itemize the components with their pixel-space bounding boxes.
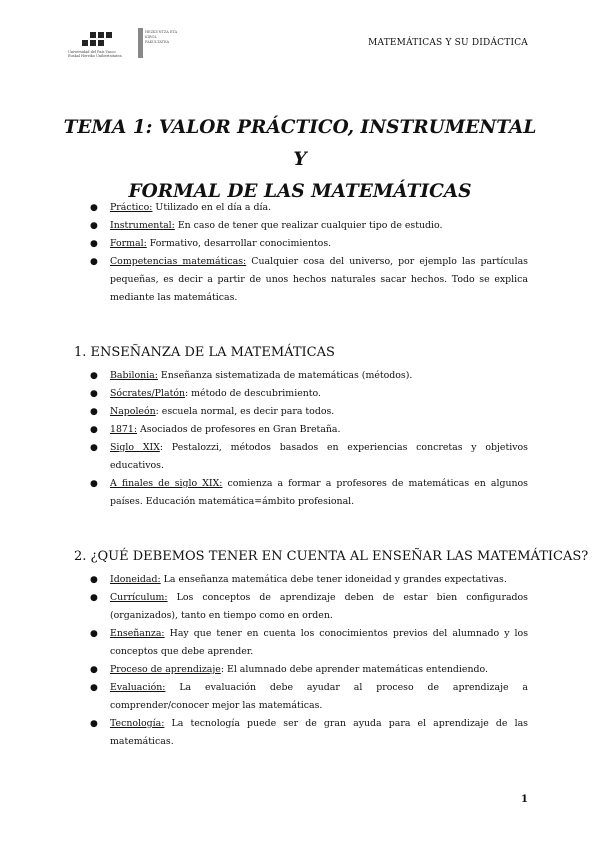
bullet-icon: ●	[90, 575, 98, 585]
item-term: Formal:	[110, 238, 147, 249]
list-item	[90, 475, 528, 511]
list-item	[90, 403, 528, 421]
list-item	[90, 625, 528, 661]
item-term: Tecnología:	[110, 718, 165, 729]
item-term: Sócrates/Platón	[110, 388, 186, 399]
item-term: Evaluación:	[110, 682, 166, 693]
section-heading-2: 2. ¿QUÉ DEBEMOS TENER EN CUENTA AL ENSEÑAR LAS MATEMÁTICAS?	[74, 549, 589, 564]
bullet-icon: ●	[90, 221, 98, 231]
faculty-logo	[138, 28, 182, 62]
bullet-icon: ●	[90, 425, 98, 435]
list-item	[90, 367, 528, 385]
item-term: 1871:	[110, 424, 138, 435]
item-text: : escuela normal, es decir para todos.	[155, 406, 335, 417]
list-item	[90, 679, 528, 715]
item-text: En caso de tener que realizar cualquier tipo de estudio.	[174, 220, 443, 231]
list-item	[90, 385, 528, 403]
item-text: La evaluación debe ayudar al proceso de aprendizaje a comprender/conocer mejor las matemáticas.	[110, 682, 528, 711]
running-header: MATEMÁTICAS Y SU DIDÁCTICA	[368, 38, 528, 48]
item-text: Formativo, desarrollar conocimientos.	[146, 238, 332, 249]
university-logo	[68, 30, 128, 62]
bullet-icon: ●	[90, 257, 98, 267]
section-heading-1: 1. ENSEÑANZA DE LA MATEMÁTICAS	[74, 345, 335, 360]
page-number: 1	[521, 794, 528, 805]
item-text: : método de descubrimiento.	[185, 388, 322, 399]
bullet-icon: ●	[90, 593, 98, 603]
title-line-1: TEMA 1: VALOR PRÁCTICO, INSTRUMENTAL Y	[63, 117, 537, 170]
item-term: Proceso de aprendizaje	[110, 664, 221, 675]
bullet-icon: ●	[90, 665, 98, 675]
item-text: Asociados de profesores en Gran Bretaña.	[137, 424, 341, 435]
item-text: La tecnología puede ser de gran ayuda para el aprendizaje de las matemáticas.	[110, 718, 528, 747]
item-term: Babilonia:	[110, 370, 158, 381]
list-item	[90, 439, 528, 475]
page-title	[60, 112, 540, 208]
item-text: Utilizado en el día a día.	[152, 202, 272, 213]
section1-list	[90, 367, 528, 511]
intro-list	[90, 199, 528, 307]
list-item	[90, 661, 528, 679]
item-term: Práctico:	[110, 202, 153, 213]
item-text: Cualquier cosa del universo, por ejemplo las partículas pequeñas, es decir a partir de unos hechos naturales sacar hechos. Todo se explica mediante las matemáticas.	[110, 256, 528, 303]
list-item	[90, 217, 528, 235]
bullet-icon: ●	[90, 203, 98, 213]
logo-caption: Universidad del País Vasco Euskal Herriko Unibertsitatea	[68, 50, 122, 58]
item-term: Competencias matemáticas:	[110, 256, 247, 267]
item-term: Instrumental:	[110, 220, 175, 231]
bullet-icon: ●	[90, 407, 98, 417]
item-term: Napoleón	[110, 406, 156, 417]
list-item	[90, 253, 528, 307]
list-item	[90, 421, 528, 439]
item-term: Enseñanza:	[110, 628, 165, 639]
bullet-icon: ●	[90, 389, 98, 399]
bullet-icon: ●	[90, 629, 98, 639]
list-item	[90, 715, 528, 751]
item-text: Los conceptos de aprendizaje deben de estar bien configurados (organizados), tanto en tiempo como en orden.	[110, 592, 528, 621]
list-item	[90, 571, 528, 589]
item-text: : El alumnado debe aprender matemáticas entendiendo.	[220, 664, 488, 675]
bullet-icon: ●	[90, 443, 98, 453]
bullet-icon: ●	[90, 239, 98, 249]
bullet-icon: ●	[90, 371, 98, 381]
item-term: Currículum:	[110, 592, 168, 603]
bullet-icon: ●	[90, 683, 98, 693]
faculty-logo-text: HEZKUNTZA ETA KIROL FAKULTATEA	[145, 30, 178, 44]
list-item	[90, 589, 528, 625]
item-text: : Pestalozzi, métodos basados en experiencias concretas y objetivos educativos.	[110, 442, 528, 471]
list-item	[90, 235, 528, 253]
item-term: A finales de siglo XIX:	[110, 478, 223, 489]
item-text: La enseñanza matemática debe tener idoneidad y grandes expectativas.	[160, 574, 507, 585]
bullet-icon: ●	[90, 719, 98, 729]
item-text: Hay que tener en cuenta los conocimientos previos del alumnado y los conceptos que debe aprender.	[110, 628, 528, 657]
title-line-2: FORMAL DE LAS MATEMÁTICAS	[128, 181, 472, 202]
item-text: comienza a formar a profesores de matemáticas en algunos países. Educación matemática=ámbito profesional.	[110, 478, 528, 507]
item-term: Siglo XIX	[110, 442, 160, 453]
list-item	[90, 199, 528, 217]
item-text: Enseñanza sistematizada de matemáticas (métodos).	[157, 370, 413, 381]
item-term: Idoneidad:	[110, 574, 161, 585]
section2-list	[90, 571, 528, 751]
bullet-icon: ●	[90, 479, 98, 489]
